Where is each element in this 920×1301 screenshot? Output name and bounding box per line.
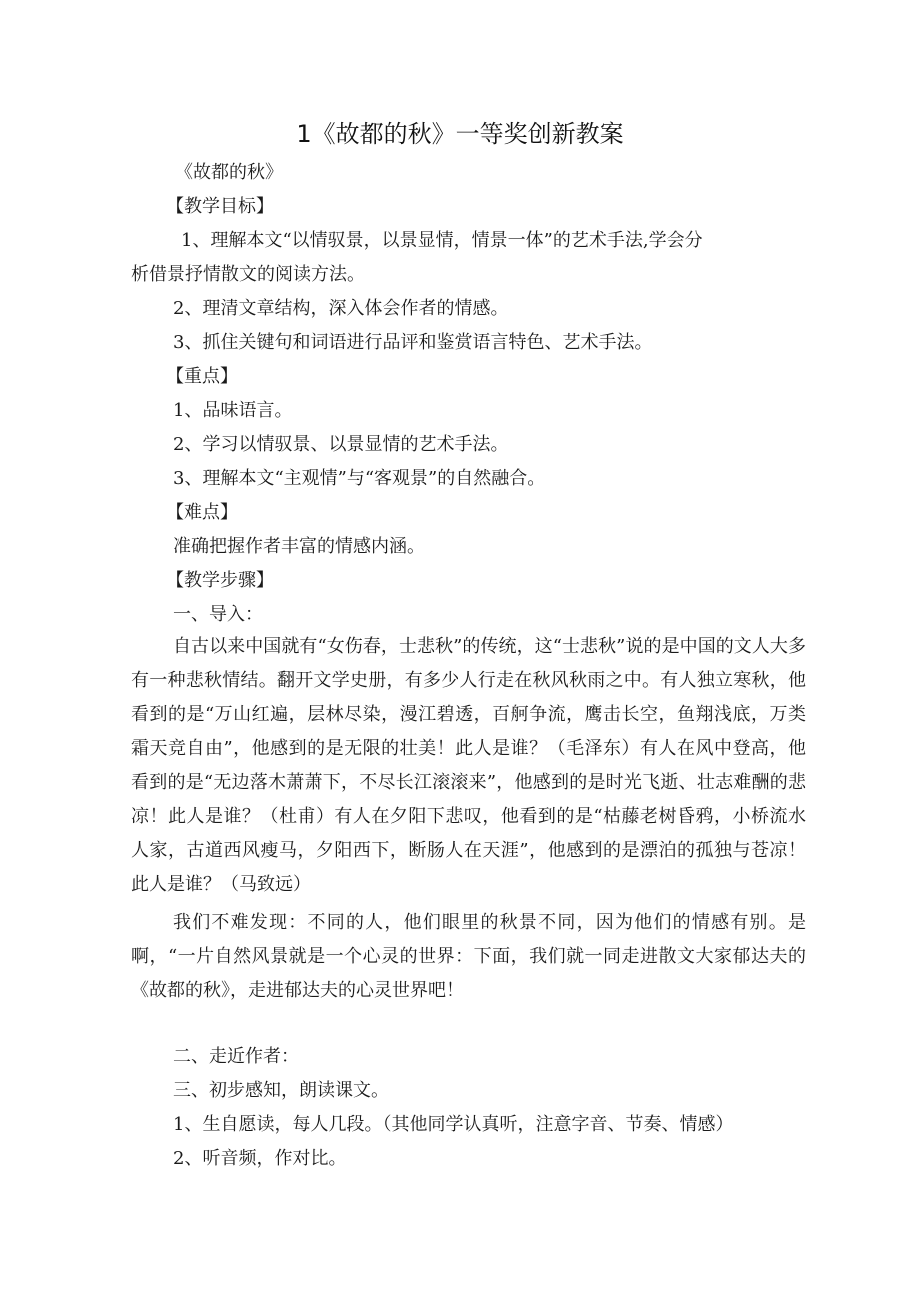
step-reading-heading: 三、初步感知，朗读课文。	[173, 1080, 389, 1101]
objective-1-line-2: 析借景抒情散文的阅读方法。	[131, 264, 365, 285]
step-intro-heading: 一、导入：	[173, 604, 263, 625]
transition-paragraph: 我们不难发现：不同的人，他们眼里的秋景不同，因为他们的情感有别。是啊，“一片自然风景就是一个心灵的世界：下面，我们就一同走进散文大家郁达夫的《故都的秋》，走进郁达夫的心灵世界吧！	[131, 912, 806, 1001]
document-title: 1《故都的秋》一等奖创新教案	[296, 120, 624, 148]
objective-1-line-1: 1、理解本文“以情驭景，以景显情，情景一体”的艺术手法,学会分	[181, 230, 703, 251]
heading-objectives: 【教学目标】	[166, 196, 274, 217]
key-point-2: 2、学习以情驭景、以景显情的艺术手法。	[173, 434, 509, 455]
step-author-heading: 二、走近作者：	[173, 1046, 299, 1067]
difficulty-text: 准确把握作者丰富的情感内涵。	[173, 536, 425, 557]
key-point-1: 1、品味语言。	[173, 400, 293, 421]
heading-difficulties: 【难点】	[166, 502, 238, 523]
heading-key-points: 【重点】	[166, 366, 238, 387]
heading-teaching-steps: 【教学步骤】	[166, 570, 274, 591]
objective-3: 3、抓住关键句和词语进行品评和鉴赏语言特色、艺术手法。	[173, 332, 653, 353]
intro-paragraph: 自古以来中国就有“女伤春，士悲秋”的传统，这“士悲秋”说的是中国的文人大多有一种悲秋情结。翻开文学史册，有多少人行走在秋风秋雨之中。有人独立寒秋，他看到的是“万山红遍，层林尽染，漫江碧透，百舸争流，鹰击长空，鱼翔浅底，万类霜天竞自由”，他感到的是无限的壮美！此人是谁？（毛泽东）有人在风中登高，他看到的是“无边落木萧萧下，不尽长江滚滚来”，他感到的是时光飞逝、壮志难酬的悲凉！此人是谁？（杜甫）有人在夕阳下悲叹，他看到的是“枯藤老树昏鸦，小桥流水人家，古道西风瘦马，夕阳西下，断肠人在天涯”，他感到的是漂泊的孤独与苍凉！此人是谁？（马致远）	[131, 636, 806, 895]
reading-item-2: 2、听音频，作对比。	[173, 1148, 347, 1169]
key-point-3: 3、理解本文“主观情”与“客观景”的自然融合。	[173, 468, 546, 489]
lesson-title-line: 《故都的秋》	[175, 162, 283, 183]
objective-2: 2、理清文章结构，深入体会作者的情感。	[173, 298, 509, 319]
reading-item-1: 1、生自愿读，每人几段。（其他同学认真听，注意字音、节奏、情感）	[173, 1114, 734, 1135]
